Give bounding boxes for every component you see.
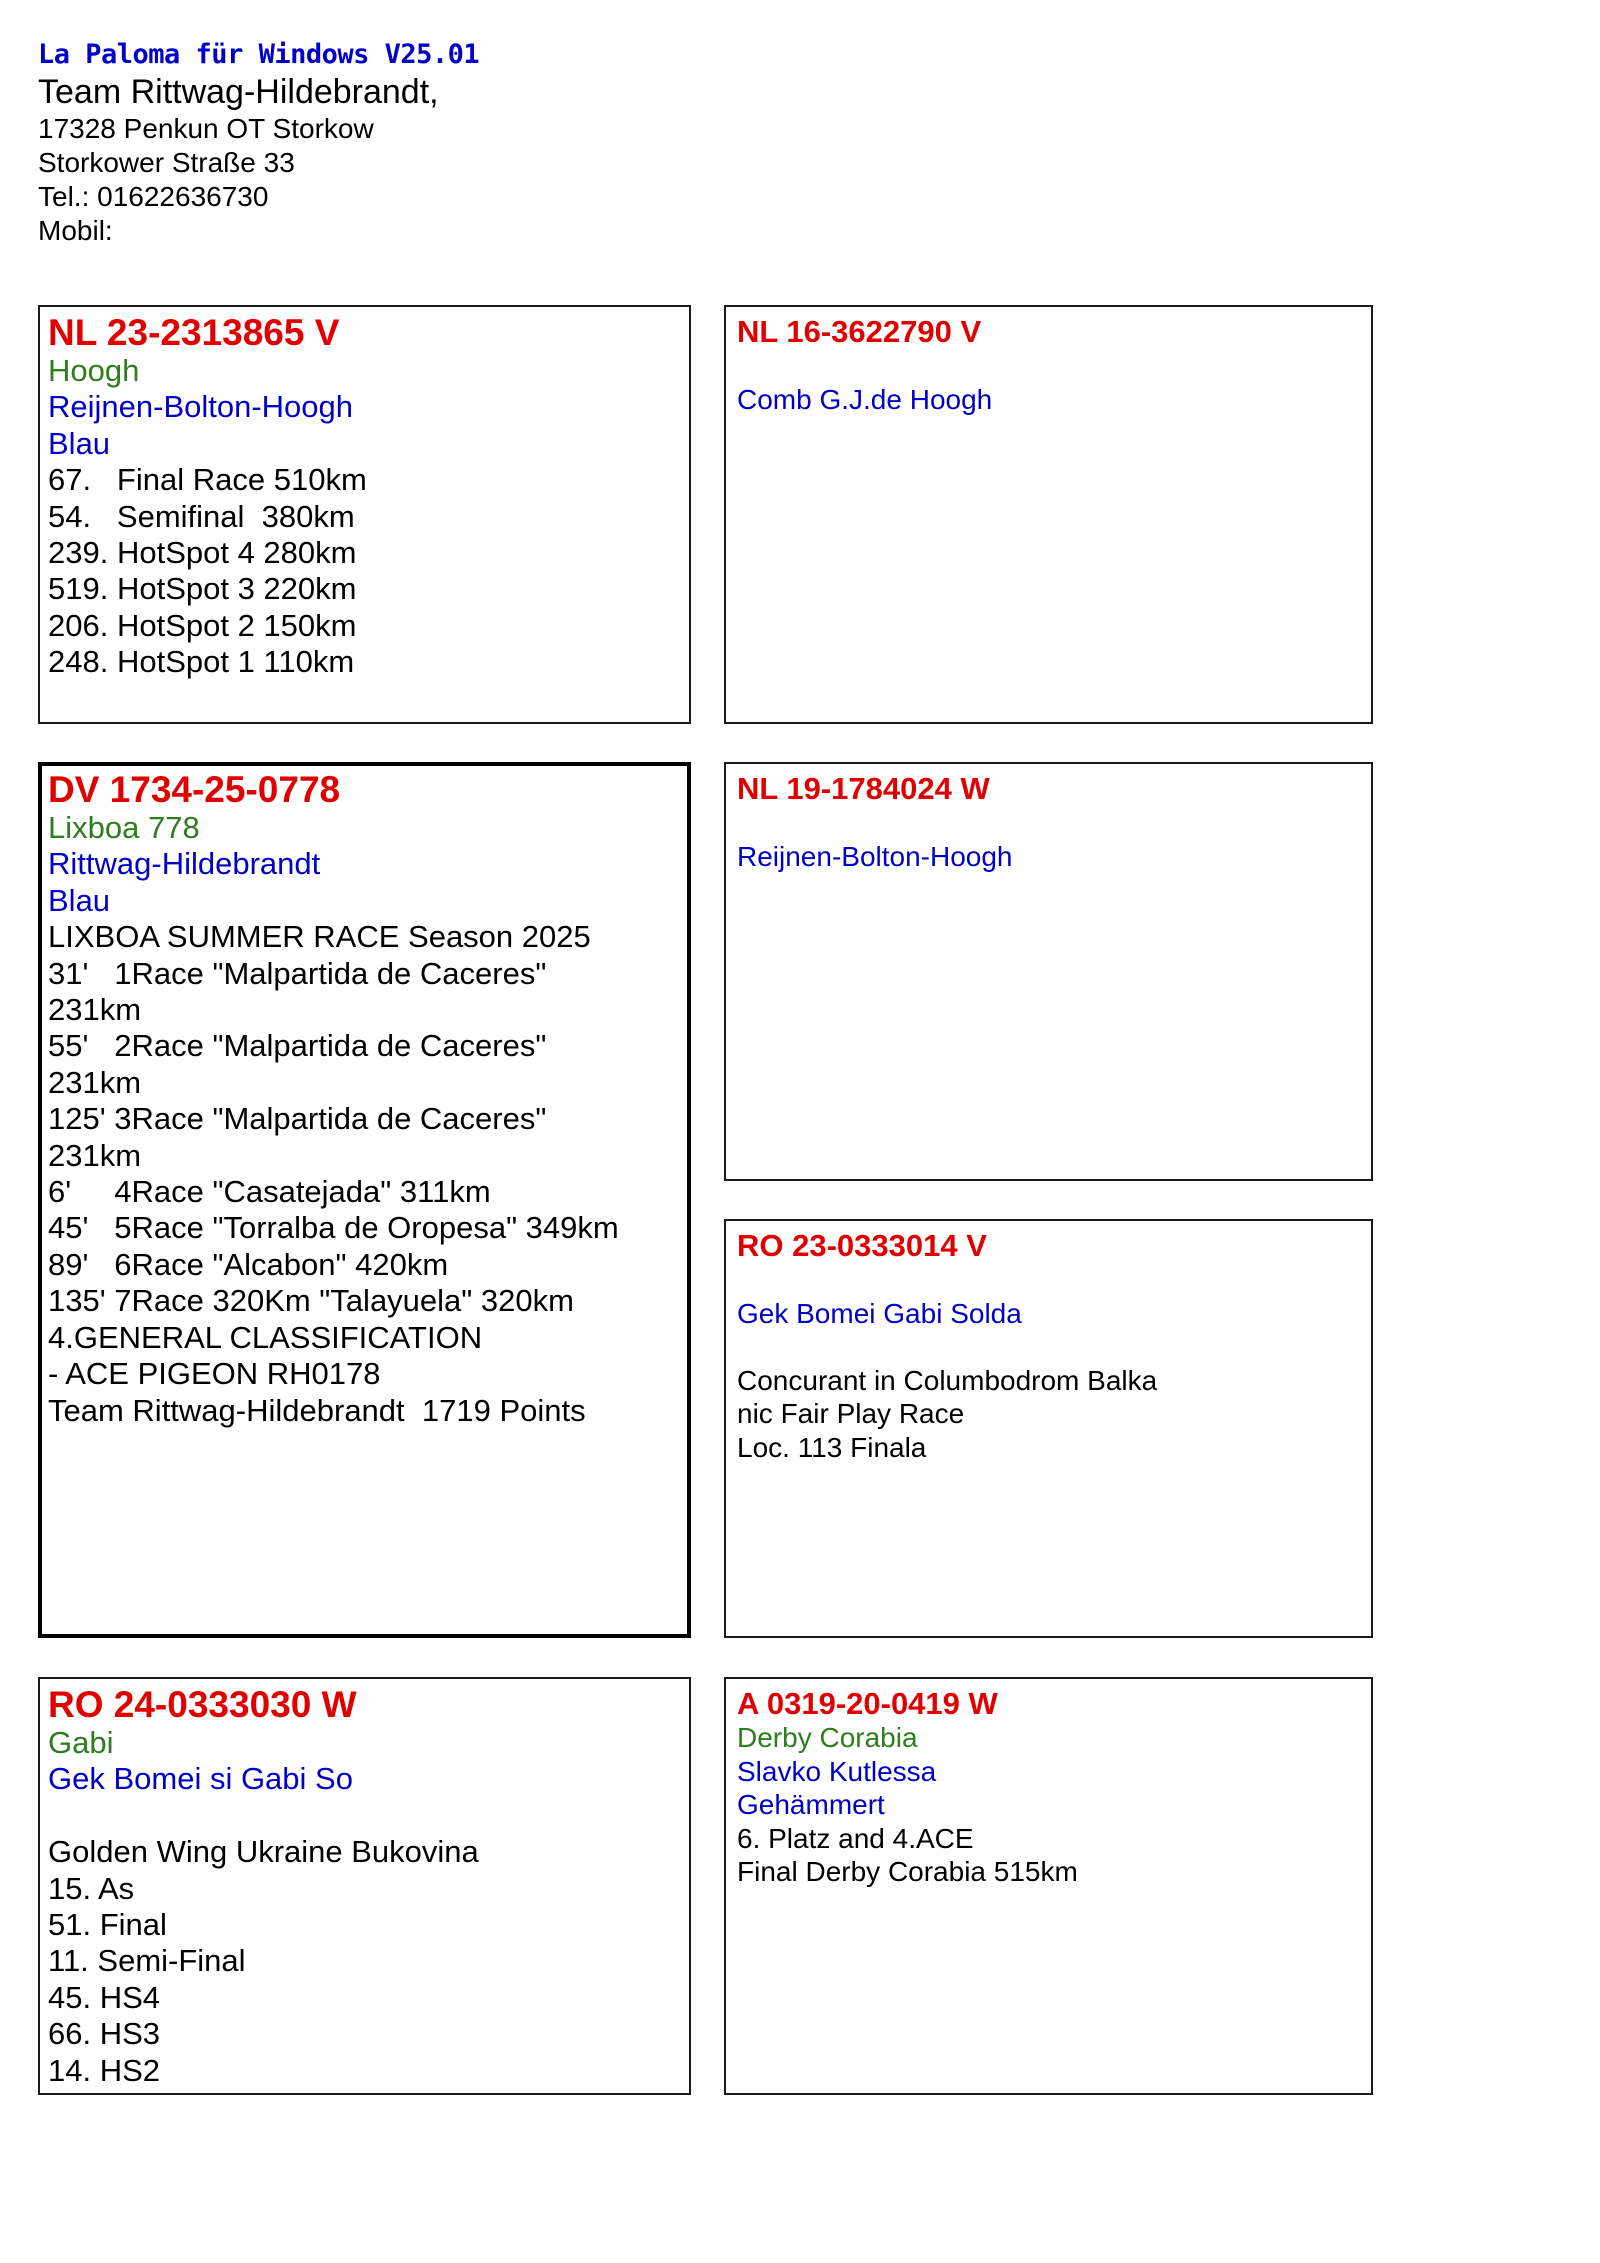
result-line: 6' 4Race "Casatejada" 311km	[48, 1174, 491, 1210]
pigeon-color: Gehämmert	[737, 1789, 885, 1820]
owner-name: Gek Bomei si Gabi So	[48, 1761, 353, 1797]
ring-number: NL 16-3622790 V	[737, 314, 982, 349]
pigeon-card	[724, 1677, 1373, 2095]
app-title: La Paloma für Windows V25.01	[38, 39, 480, 70]
empty-name-line	[737, 806, 1363, 840]
result-line: 135' 7Race 320Km "Talayuela" 320km	[48, 1283, 574, 1319]
result-line: 67. Final Race 510km	[48, 462, 367, 498]
owner-name: Reijnen-Bolton-Hoogh	[48, 389, 354, 425]
result-line: Final Derby Corabia 515km	[737, 1856, 1078, 1887]
ring-number: NL 23-2313865 V	[48, 312, 340, 353]
result-line: Golden Wing Ukraine Bukovina	[48, 1834, 479, 1870]
pigeon-card	[724, 762, 1373, 1181]
pigeon-card	[38, 305, 691, 724]
result-line: 11. Semi-Final	[48, 1943, 246, 1979]
pigeon-name: Hoogh	[48, 353, 140, 388]
result-line: 6. Platz and 4.ACE	[737, 1822, 974, 1854]
pigeon-card	[724, 1219, 1373, 1638]
result-line: 51. Final	[48, 1907, 167, 1943]
result-line: 231km	[48, 1064, 142, 1100]
result-line: 45' 5Race "Torralba de Oropesa" 349km	[48, 1210, 619, 1246]
result-line: 14. HS2	[48, 2052, 161, 2088]
empty-color-line	[737, 1330, 1363, 1364]
owner-name: Gek Bomei Gabi Solda	[737, 1297, 1022, 1329]
result-line: 231km	[48, 1137, 142, 1173]
pigeon-card-featured	[38, 762, 691, 1638]
ring-number: RO 23-0333014 V	[737, 1228, 987, 1263]
result-line: 519. HotSpot 3 220km	[48, 571, 357, 607]
result-line: nic Fair Play Race	[737, 1398, 965, 1429]
result-line: Loc. 113 Finala	[737, 1431, 927, 1463]
result-line: 248. HotSpot 1 110km	[48, 644, 355, 680]
pigeon-name: Derby Corabia	[737, 1722, 918, 1753]
pigeon-card	[724, 305, 1373, 724]
ring-number: A 0319-20-0419 W	[737, 1686, 998, 1721]
pigeon-name: Gabi	[48, 1725, 114, 1760]
mobile-line: Mobil:	[38, 215, 113, 246]
result-line: 231km	[48, 992, 142, 1028]
pigeon-name: Lixboa 778	[48, 810, 200, 845]
empty-color-line	[48, 1798, 681, 1834]
pigeon-card	[38, 1677, 691, 2095]
owner-name: Slavko Kutlessa	[737, 1755, 937, 1787]
empty-name-line	[737, 1263, 1363, 1297]
result-line: Team Rittwag-Hildebrandt 1719 Points	[48, 1392, 586, 1428]
result-line: 55' 2Race "Malpartida de Caceres"	[48, 1028, 547, 1064]
pigeon-color: Blau	[48, 425, 111, 461]
ring-number: DV 1734-25-0778	[48, 769, 341, 810]
result-line: 15. As	[48, 1870, 135, 1906]
result-line: 54. Semifinal 380km	[48, 498, 355, 534]
result-line: 125' 3Race "Malpartida de Caceres"	[48, 1101, 547, 1137]
result-line: Concurant in Columbodrom Balka	[737, 1364, 1158, 1396]
result-line: LIXBOA SUMMER RACE Season 2025	[48, 919, 591, 955]
result-line: - ACE PIGEON RH0178	[48, 1356, 381, 1392]
ring-number: NL 19-1784024 W	[737, 771, 990, 806]
phone-line: Tel.: 01622636730	[38, 181, 269, 212]
owner-name: Comb G.J.de Hoogh	[737, 383, 993, 415]
address-line-2: Storkower Straße 33	[38, 147, 295, 178]
result-line: 45. HS4	[48, 1979, 161, 2015]
document-header	[38, 38, 479, 248]
result-line: 66. HS3	[48, 2016, 161, 2052]
result-line: 4.GENERAL CLASSIFICATION	[48, 1319, 483, 1355]
pigeon-color: Blau	[48, 882, 111, 918]
result-line: 89' 6Race "Alcabon" 420km	[48, 1246, 449, 1282]
ring-number: RO 24-0333030 W	[48, 1684, 357, 1725]
empty-name-line	[737, 349, 1363, 383]
result-line: 31' 1Race "Malpartida de Caceres"	[48, 955, 547, 991]
owner-name: Reijnen-Bolton-Hoogh	[737, 840, 1013, 872]
result-line: 239. HotSpot 4 280km	[48, 535, 357, 571]
owner-name: Rittwag-Hildebrandt	[48, 846, 321, 882]
team-name: Team Rittwag-Hildebrandt,	[38, 73, 439, 111]
address-line-1: 17328 Penkun OT Storkow	[38, 113, 374, 144]
result-line: 206. HotSpot 2 150km	[48, 607, 357, 643]
